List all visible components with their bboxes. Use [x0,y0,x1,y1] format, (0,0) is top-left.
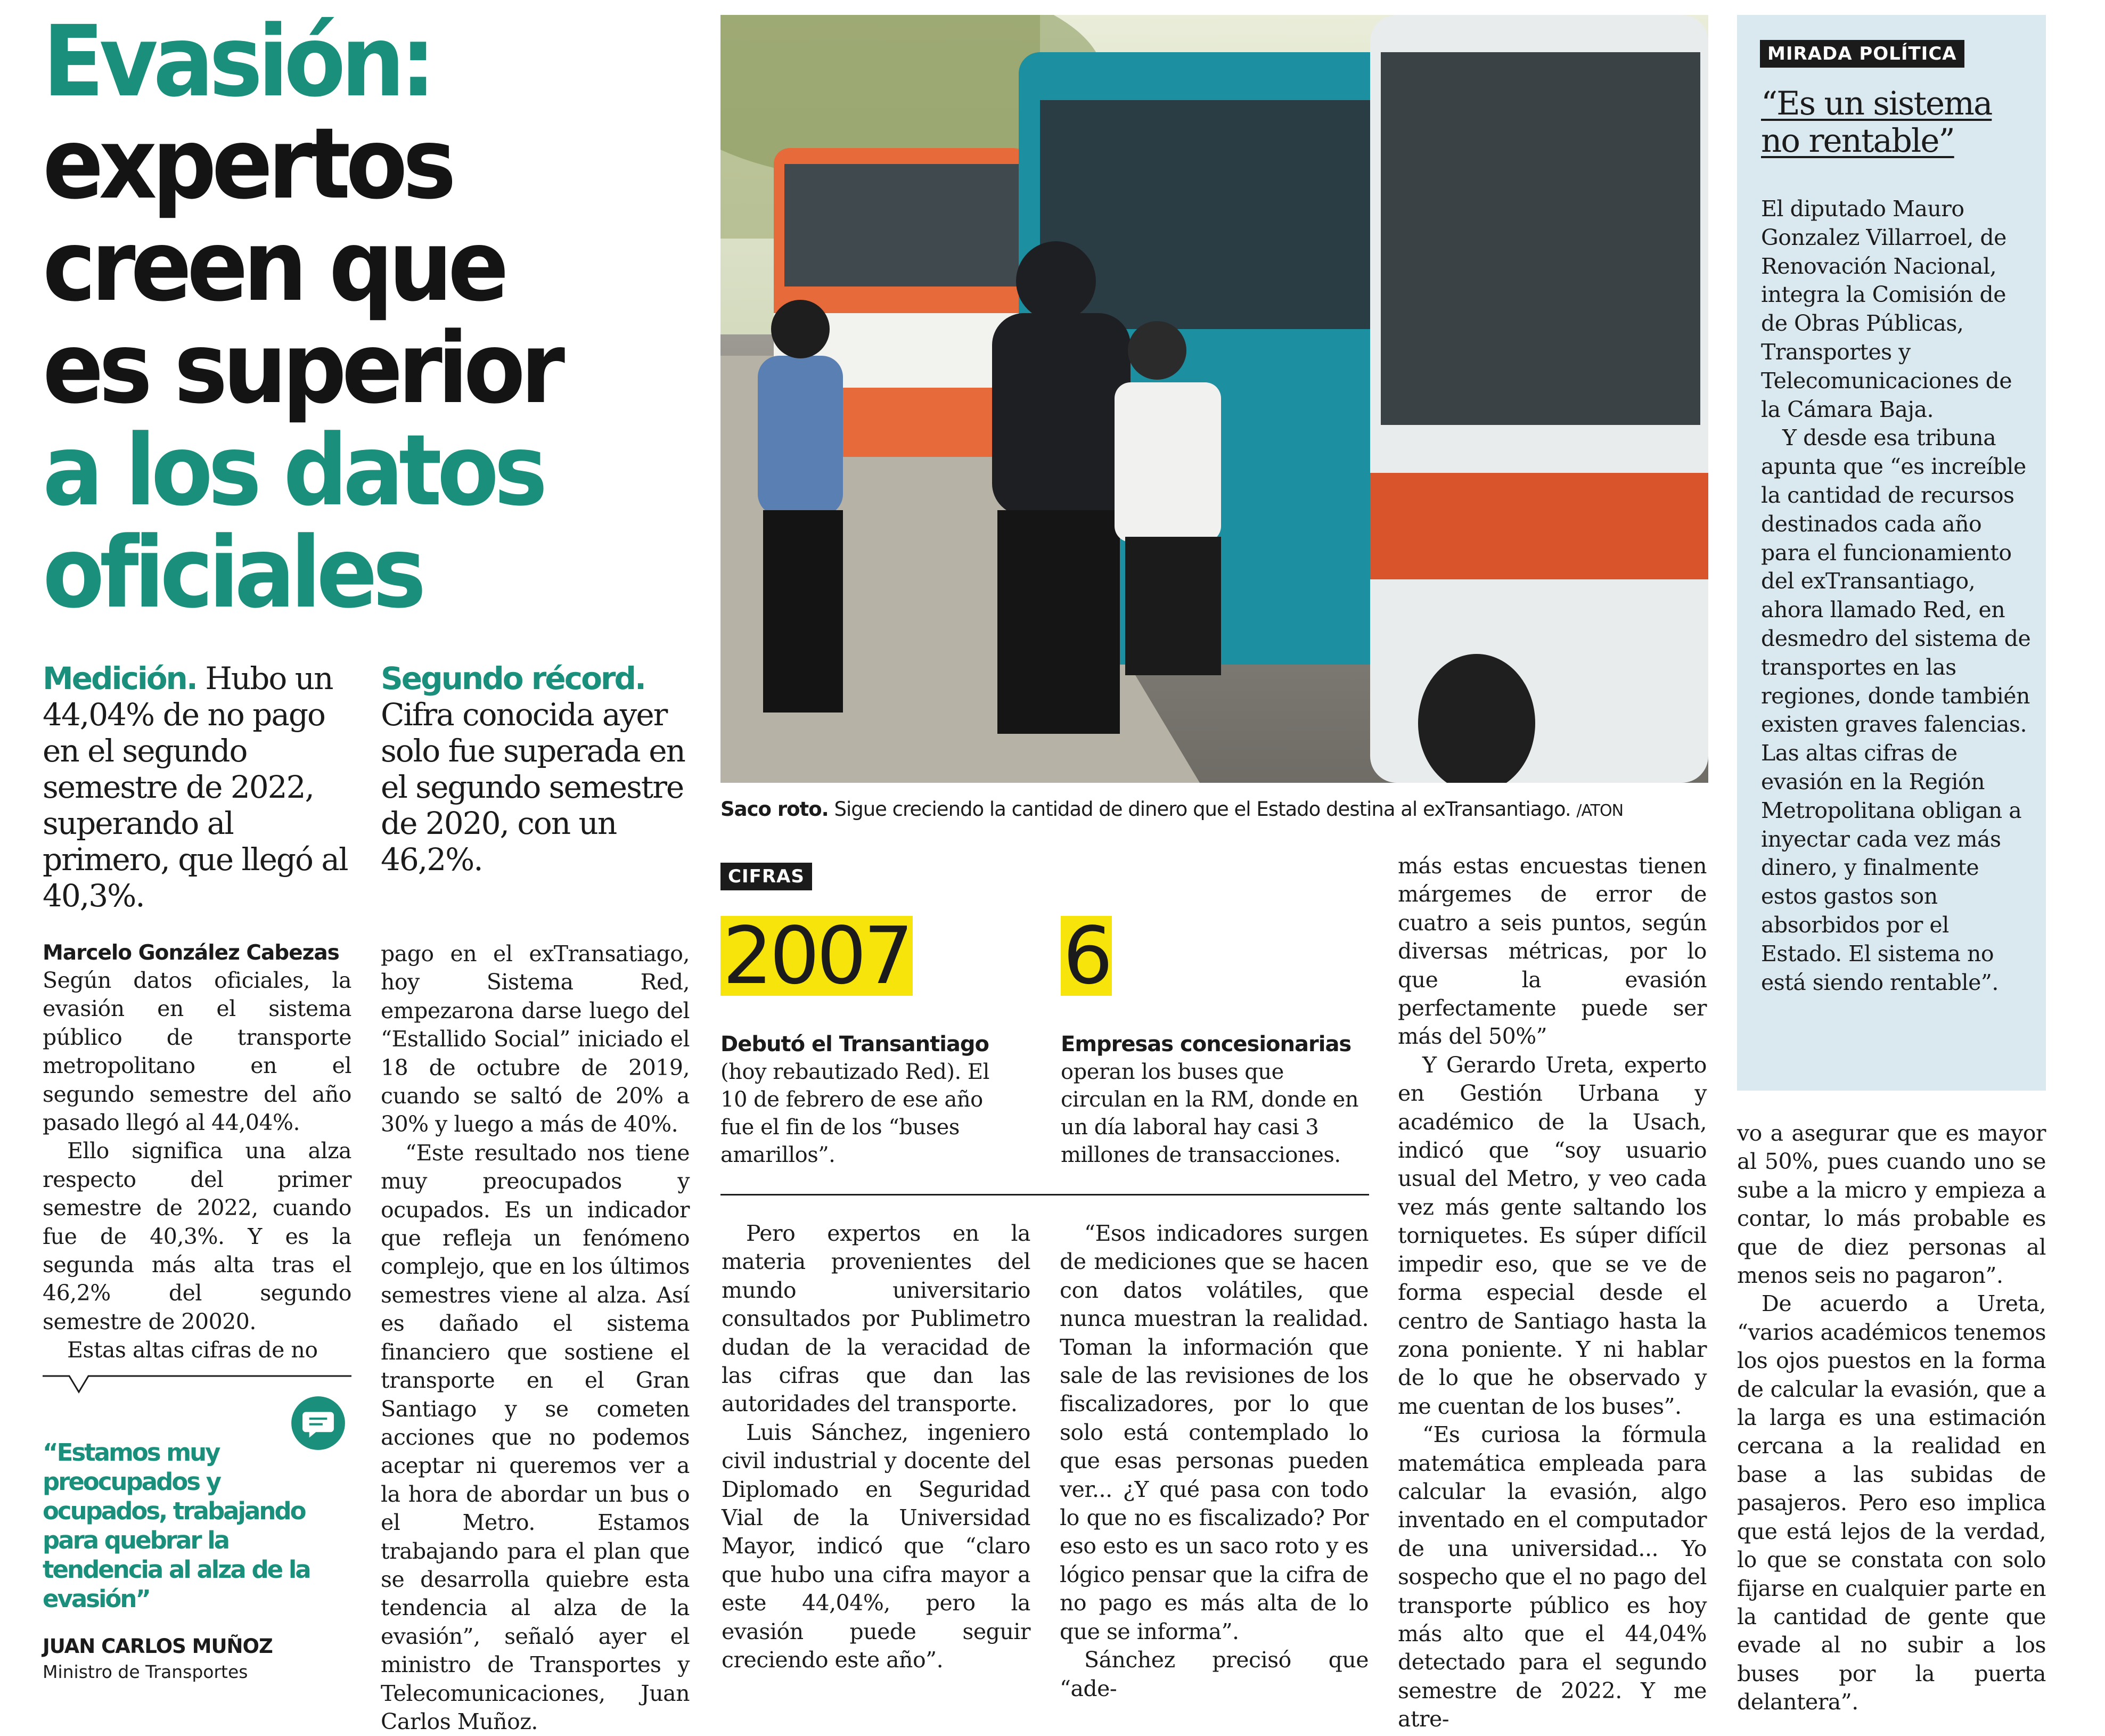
paragraph: Luis Sánchez, ingeniero civil industrial y docente del Diplomado en Seguridad Vial de la Universidad Mayor, indicó que “claro que hubo una cifra mayor a este 44,04%, pero la evasión puede seguir creciendo este año”. [722,1419,1030,1673]
sidebar-title-text: “Es un sistema no rentable” [1761,85,1992,160]
cifras-divider [720,1194,1369,1195]
figure-text: operan los buses que circulan en la RM, donde en un día laboral hay casi 3 millones de transacciones. [1061,1060,1358,1167]
figure-number-6: 6 [1061,916,1112,996]
sidebar-title [1761,85,2038,160]
cifras-tag: CIFRAS [720,863,812,890]
headline-line-2: expertos [43,107,452,221]
quote-rule [43,1376,351,1392]
figure-description-2007 [720,1030,1019,1169]
deck-medicion [43,660,351,914]
deck-text: Hubo un 44,04% de no pago en el segundo semestre de 2022, superando al primero, que llegó al 40,3%. [43,660,348,914]
sidebar-paragraph: El diputado Mauro Gonzalez Villarroel, de Renovación Nacional, integra la Comisión de de Obras Públicas, Transportes y Telecomunicaciones de la Cámara Baja. [1761,196,2012,422]
paragraph: “Esos indicadores surgen de mediciones que se hacen con datos volátiles, que nunca muestran la realidad. Toman la información que sale de las revisiones de los fiscalizadores, por lo que solo está contemplado lo que esas personas pueden ver... ¿Y qué pasa con todo lo que no es fiscalizado? Por eso esto es un saco roto y es lógico pensar que la cifra de no pago es más alta de lo que se informa”. [1060,1221,1369,1644]
figure-description-6 [1061,1030,1359,1169]
paragraph: Estas altas cifras de no [67,1337,318,1363]
headline-line-6: oficiales [43,516,422,630]
article-column-1 [43,940,351,1365]
article-column-3 [722,1219,1030,1675]
sidebar-paragraph: Y desde esa tribuna apunta que “es increíble la cantidad de recursos destinados cada año para el funcionamiento del exTransantiago, ahora llamado Red, en desmedro del sistema de transportes en las regiones, donde también existen graves falencias. Las altas cifras de evasión en la Región Metropolitana obligan a inyectar cada vez más dinero, y finalmente estos gastos son absorbidos por el Estado. El sistema no está siendo rentable”. [1761,425,2031,995]
article-column-5 [1398,852,1707,1734]
article-column-6 [1737,1119,2046,1717]
paragraph: más estas encuestas tienen márgemes de error de cuatro a seis puntos, según diversas métricas, por lo que la evasión perfectamente puede ser más del 50%” [1398,853,1707,1050]
headline-line-4: es superior [43,312,560,425]
figure-title: Empresas concesionarias [1061,1032,1352,1057]
headline [43,5,679,630]
deck-label: Segundo récord. [381,660,645,697]
headline-line-3: creen que [43,209,504,323]
headline-line-5: a los datos [43,414,543,528]
paragraph: “Es curiosa la fórmula matemática empleada para calcular la evasión, algo inventado en el computador de una universidad... Yo sospecho que el no pago del transporte público es hoy más alto que el 44,04% detectado para el segundo semestre de 2022. Y me atre- [1398,1422,1707,1732]
headline-line-1: Evasión: [43,5,431,119]
paragraph: “Este resultado nos tiene muy preocupados y ocupados. Es un indicador que refleja un fenómeno complejo, que en los últimos semestres viene al alza. Así es dañado el sistema financiero que sostiene el transporte en el Gran Santiago y se cometen acciones que no podemos aceptar ni queremos ver a la hora de abordar un bus o el Metro. Estamos trabajando para el plan que se desarrolla quiebre esta tendencia al alza de la evasión”, señaló ayer el ministro de Transportes y Telecomunicaciones, Juan Carlos Muñoz. [381,1140,690,1734]
paragraph: Y Gerardo Ureta, experto en Gestión Urbana y académico de la Usach, indicó que “soy usuario usual del Metro, y veo cada vez más gente saltando los torniquetes. Es súper difícil impedir eso, que se ve de forma especial desde el centro de Santiago hasta la zona poniente. Y ni hablar de lo que he observado y me cuentan de los buses”. [1398,1052,1707,1419]
quote-author: JUAN CARLOS MUÑOZ [43,1635,273,1658]
paragraph: Pero expertos en la materia provenientes del mundo universitario consultados por Publimetro dudan de la veracidad de las cifras que dan las autoridades del transporte. [722,1221,1030,1417]
deck-segundo-record [381,660,690,878]
photo-credit: /ATON [1576,801,1624,820]
deck-text: Cifra conocida ayer solo fue superada en el segundo semestre de 2020, con un 46,2%. [381,697,685,878]
paragraph: Sánchez precisó que “ade- [1060,1647,1369,1701]
news-photo-buses [720,15,1708,783]
figure-text: (hoy rebautizado Red). El 10 de febrero de ese año fue el fin de los “buses amarillos”. [720,1060,989,1167]
figure-number-2007: 2007 [720,916,913,996]
paragraph: Según datos oficiales, la evasión en el sistema público de transporte metropolitano en el segundo semestre del año pasado llegó al 44,04%. [43,968,351,1136]
figure-title: Debutó el Transantiago [720,1032,989,1057]
article-column-2 [381,940,690,1736]
caption-label: Saco roto. [720,798,829,821]
article-column-4 [1060,1219,1369,1703]
caption-text: Sigue creciendo la cantidad de dinero que el Estado destina al exTransantiago. [834,798,1571,821]
paragraph: De acuerdo a Ureta, “varios académicos tenemos los ojos puestos en la forma de calcular la evasión, que a la larga es una estimación cercana a la realidad en base a las subidas de pasajeros. Pero eso implica que está lejos de la verdad, lo que se constata con solo fijarse en cualquier parte en la cantidad de gente que evade al no subir a los buses por la puerta delantera”. [1737,1291,2046,1715]
paragraph: vo a asegurar que es mayor al 50%, pues cuando uno se sube a la micro y empieza a contar, lo más probable es que de diez personas al menos seis no pagaron”. [1737,1120,2046,1289]
byline: Marcelo González Cabezas [43,941,339,965]
photo-caption [720,796,1732,824]
sidebar-tag: MIRADA POLÍTICA [1760,40,1964,68]
sidebar-body [1761,195,2033,997]
pull-quote: “Estamos muy preocupados y ocupados, trabajando para quebrar la tendencia al alza de la evasión” [43,1438,310,1613]
deck-label: Medición. [43,660,196,697]
paragraph: Ello significa una alza respecto del primer semestre de 2022, cuando fue de 40,3%. Y es la segunda más alta tras el 46,2% del segundo semestre de 20020. [43,1138,351,1334]
paragraph: pago en el exTransatiago, hoy Sistema Red, empezarona darse luego del “Estallido Social” iniciado el 18 de octubre de 2019, cuando se saltó de 20% a 30% y luego a más de 40%. [381,941,690,1137]
quote-author-role: Ministro de Transportes [43,1661,248,1682]
